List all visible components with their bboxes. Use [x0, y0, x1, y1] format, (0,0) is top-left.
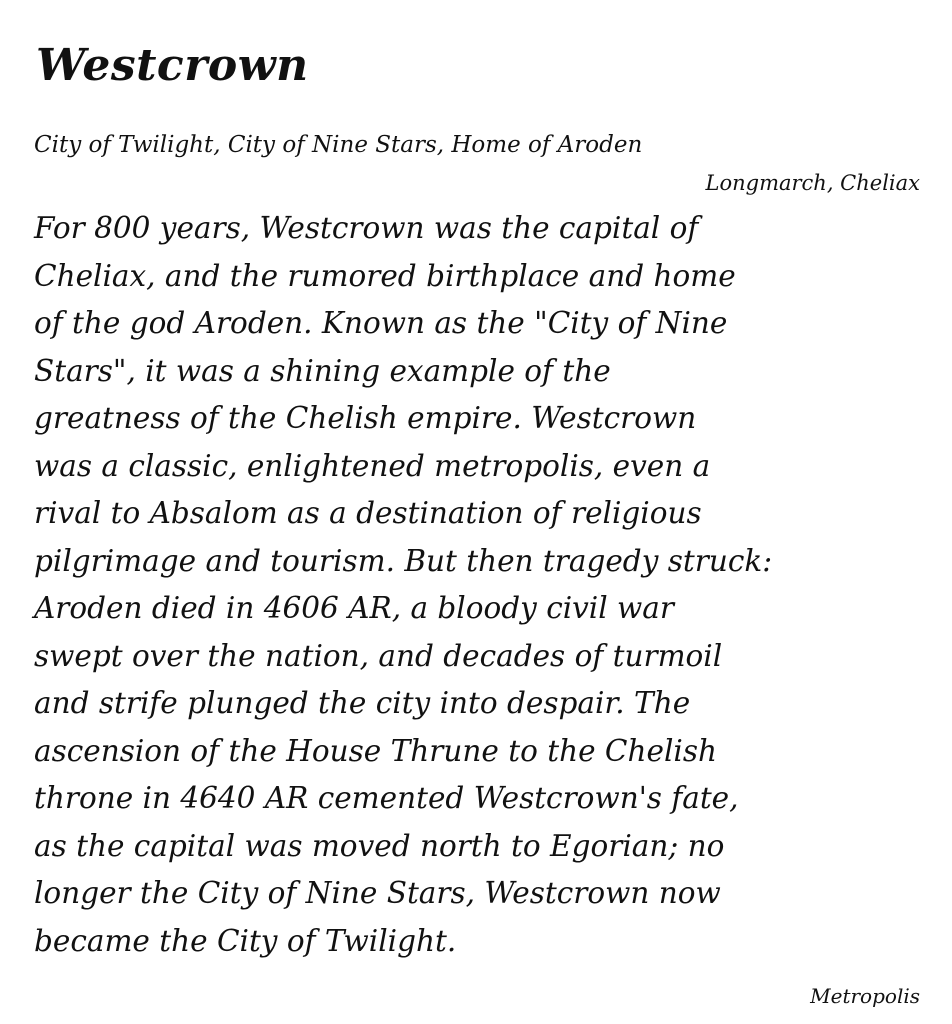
description-line: rival to Absalom as a destination of religious [34, 496, 702, 530]
description-line: and strife plunged the city into despair. The [34, 686, 691, 720]
description-line: as the capital was moved north to Egorian; no [34, 828, 725, 863]
entry-location: Longmarch, Cheliax [705, 171, 920, 195]
description-line: became the City of Twilight. [34, 923, 457, 958]
description-line: greatness of the Chelish empire. Westcrown [34, 401, 697, 435]
description-line: of the god Aroden. Known as the "City of Nine [34, 306, 728, 340]
description-line: pilgrimage and tourism. But then tragedy struck: [34, 543, 773, 578]
description-line: Aroden died in 4606 AR, a bloody civil war [34, 591, 674, 625]
description-line: was a classic, enlightened metropolis, even a [34, 448, 711, 483]
description-line: longer the City of Nine Stars, Westcrown now [34, 876, 721, 910]
description-line: Cheliax, and the rumored birthplace and home [34, 258, 736, 293]
entry-source: Metropolis [810, 984, 920, 1008]
description-line: swept over the nation, and decades of turmoil [34, 638, 723, 673]
entry-title: Westcrown [36, 40, 309, 91]
description-line: ascension of the House Thrune to the Chelish [34, 733, 717, 768]
description-line: Stars", it was a shining example of the [34, 353, 611, 388]
entry-epithets: City of Twilight, City of Nine Stars, Home of Aroden [34, 132, 643, 158]
description-line: For 800 years, Westcrown was the capital of [34, 211, 699, 245]
entry-description [34, 205, 924, 965]
description-line: throne in 4640 AR cemented Westcrown's fate, [34, 781, 739, 815]
